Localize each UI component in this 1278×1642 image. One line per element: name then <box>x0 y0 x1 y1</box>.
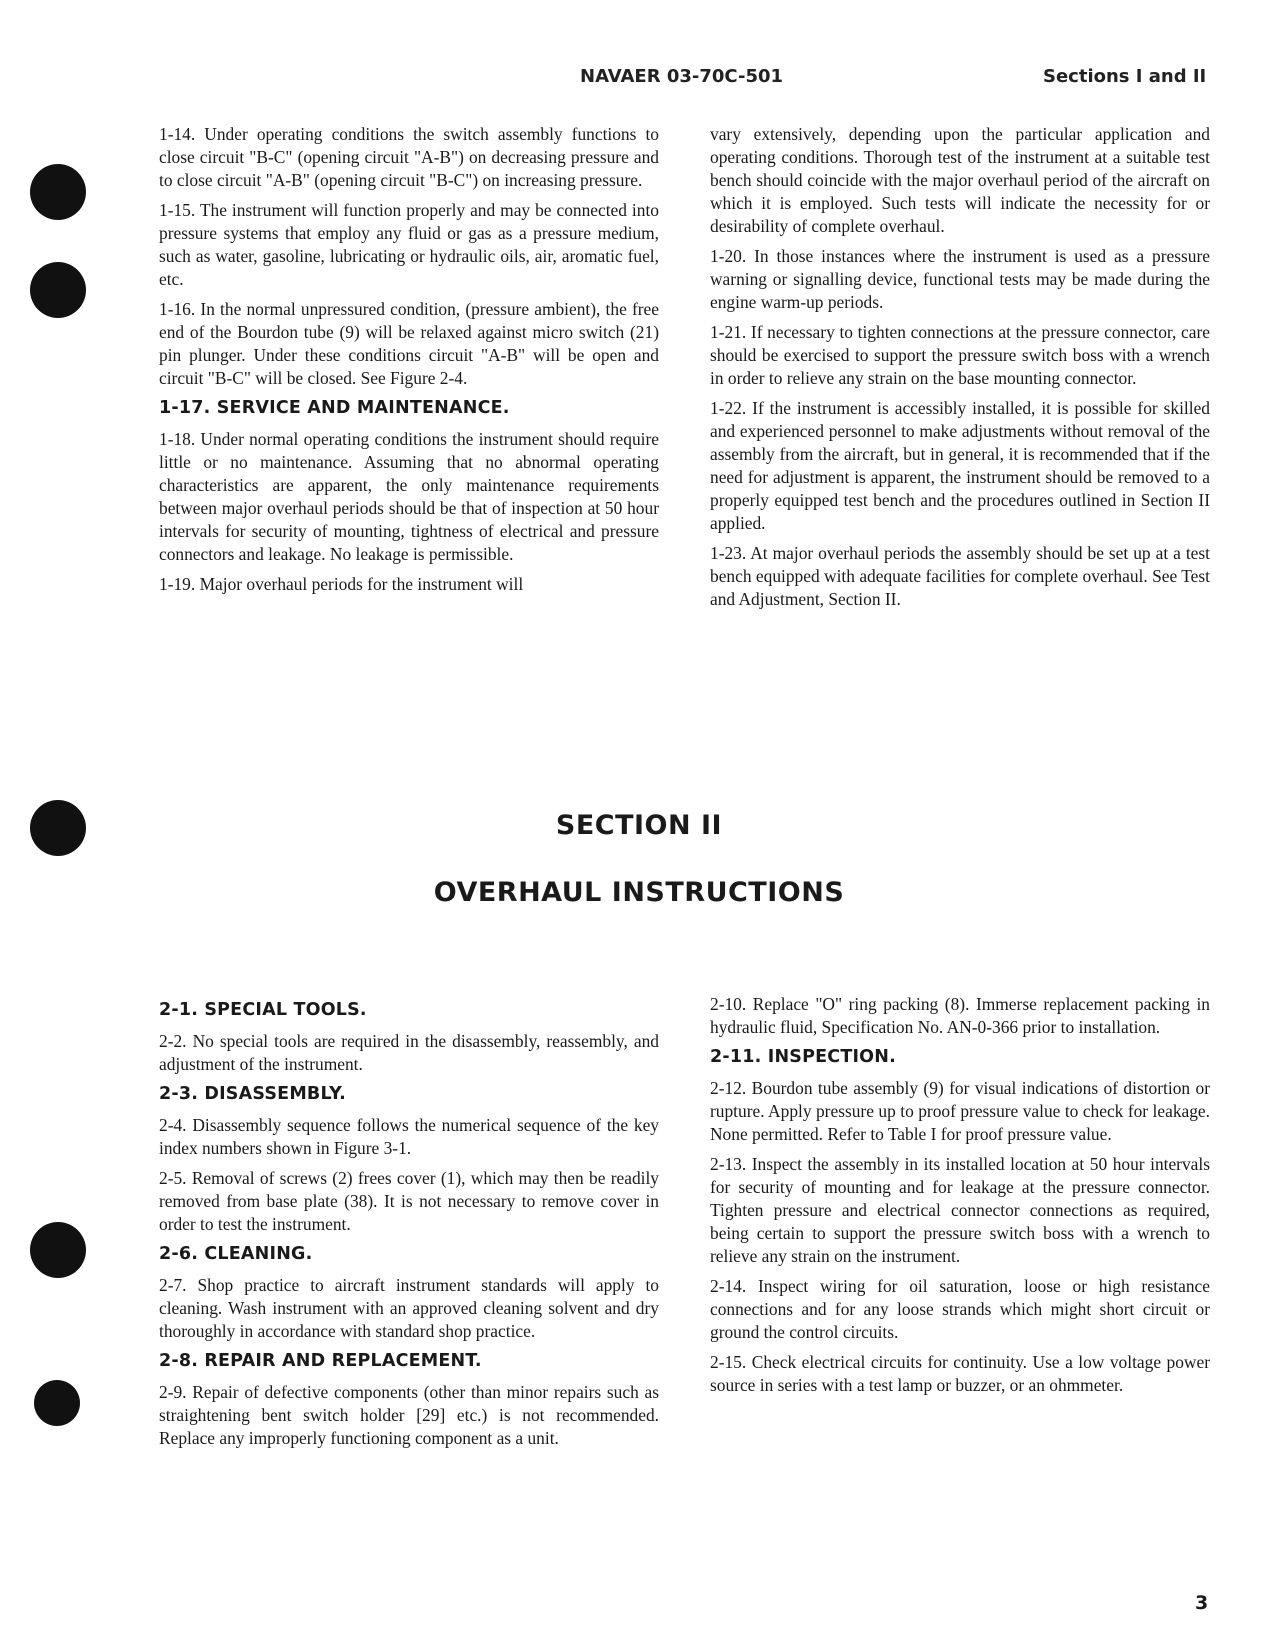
paragraph: 2-2. No special tools are required in the disassembly, reassembly, and adjustment of the instrument. <box>159 1031 659 1074</box>
section-title-heading: OVERHAUL INSTRUCTIONS <box>433 877 845 908</box>
binder-hole-1 <box>30 164 86 220</box>
section1-left-column <box>159 123 659 603</box>
running-head <box>0 66 1278 92</box>
paragraph: 2-13. Inspect the assembly in its installed location at 50 hour intervals for security of mounting and for leakage at the pressure connector. Tighten pressure and electrical connector connections as required, being certain to support the pressure switch boss with a wrench to relieve any strain on the instrument. <box>710 1154 1210 1266</box>
paragraph: 2-4. Disassembly sequence follows the numerical sequence of the key index numbers shown in Figure 3-1. <box>159 1115 659 1158</box>
binder-hole-2 <box>30 262 86 318</box>
document-number: NAVAER 03-70C-501 <box>580 66 784 87</box>
binder-hole-4 <box>30 1222 86 1278</box>
section-heading: 1-17. SERVICE AND MAINTENANCE. <box>159 398 510 418</box>
paragraph: 1-19. Major overhaul periods for the instrument will <box>159 574 524 594</box>
paragraph: 2-7. Shop practice to aircraft instrument standards will apply to cleaning. Wash instrument with an approved cleaning solvent and dry thoroughly in accordance with standard shop practice. <box>159 1275 659 1341</box>
section-heading: 2-3. DISASSEMBLY. <box>159 1084 346 1104</box>
section-heading: 2-11. INSPECTION. <box>710 1047 896 1067</box>
paragraph: 1-16. In the normal unpressured condition, (pressure ambient), the free end of the Bourdon tube (9) will be relaxed against micro switch (21) pin plunger. Under these conditions circuit "A-B" will be open and circuit "B-C" will be closed. See Figure 2-4. <box>159 299 659 388</box>
paragraph: 2-12. Bourdon tube assembly (9) for visual indications of distortion or rupture. Apply pressure up to proof pressure value to check for leakage. None permitted. Refer to Table I for proof pressure value. <box>710 1078 1210 1144</box>
section-heading: 2-1. SPECIAL TOOLS. <box>159 1000 367 1020</box>
page-number: 3 <box>1195 1592 1209 1614</box>
binder-hole-5 <box>34 1380 80 1426</box>
section-heading: 2-8. REPAIR AND REPLACEMENT. <box>159 1351 482 1371</box>
paragraph: 1-23. At major overhaul periods the assembly should be set up at a test bench equipped with adequate facilities for complete overhaul. See Test and Adjustment, Section II. <box>710 543 1210 609</box>
section-heading: 2-6. CLEANING. <box>159 1244 313 1264</box>
paragraph: 1-15. The instrument will function properly and may be connected into pressure systems that employ any fluid or gas as a pressure medium, such as water, gasoline, lubricating or hydraulic oils, air, aromatic fuel, etc. <box>159 200 659 289</box>
paragraph: 1-21. If necessary to tighten connections at the pressure connector, care should be exercised to support the pressure switch boss with a wrench in order to relieve any strain on the base mounting connector. <box>710 322 1210 388</box>
paragraph: 1-14. Under operating conditions the switch assembly functions to close circuit "B-C" (opening circuit "A-B") on decreasing pressure and to close circuit "A-B" (opening circuit "B-C") on increasing pressure. <box>159 124 659 190</box>
section-range: Sections I and II <box>1043 66 1207 87</box>
paragraph: 2-14. Inspect wiring for oil saturation, loose or high resistance connections and for any loose strands which might short circuit or ground the control circuits. <box>710 1276 1210 1342</box>
paragraph: 2-10. Replace "O" ring packing (8). Immerse replacement packing in hydraulic fluid, Specification No. AN-0-366 prior to installation. <box>710 994 1210 1037</box>
paragraph: 2-9. Repair of defective components (other than minor repairs such as straightening bent switch holder [29] etc.) is not recommended. Replace any improperly functioning component as a unit. <box>159 1382 659 1448</box>
paragraph: vary extensively, depending upon the particular application and operating conditions. Thorough test of the instrument at a suitable test bench should coincide with the major overhaul period of the aircraft on which it is employed. Such tests will indicate the necessity for or desirability of complete overhaul. <box>710 124 1210 236</box>
paragraph: 1-20. In those instances where the instrument is used as a pressure warning or signalling device, functional tests may be made during the engine warm-up periods. <box>710 246 1210 312</box>
section2-left-column <box>159 993 659 1457</box>
paragraph: 2-5. Removal of screws (2) frees cover (1), which may then be readily removed from base plate (38). It is not necessary to remove cover in order to test the instrument. <box>159 1168 659 1234</box>
paragraph: 2-15. Check electrical circuits for continuity. Use a low voltage power source in series with a test lamp or buzzer, or an ohmmeter. <box>710 1352 1210 1395</box>
paragraph: 1-22. If the instrument is accessibly installed, it is possible for skilled and experienced personnel to make adjustments without removal of the assembly from the aircraft, but in general, it is recommended that if the need for adjustment is apparent, the instrument should be removed to a properly equipped test bench and the procedures outlined in Section II applied. <box>710 398 1210 533</box>
paragraph: 1-18. Under normal operating conditions the instrument should require little or no maintenance. Assuming that no abnormal operating characteristics are apparent, the only maintenance requirements between major overhaul periods should be that of inspection at 50 hour intervals for security of mounting, tightness of electrical and pressure connectors and leakage. No leakage is permissible. <box>159 429 659 564</box>
section2-right-column <box>710 993 1210 1404</box>
section-number-heading: SECTION II <box>555 810 723 841</box>
section1-right-column <box>710 123 1210 618</box>
